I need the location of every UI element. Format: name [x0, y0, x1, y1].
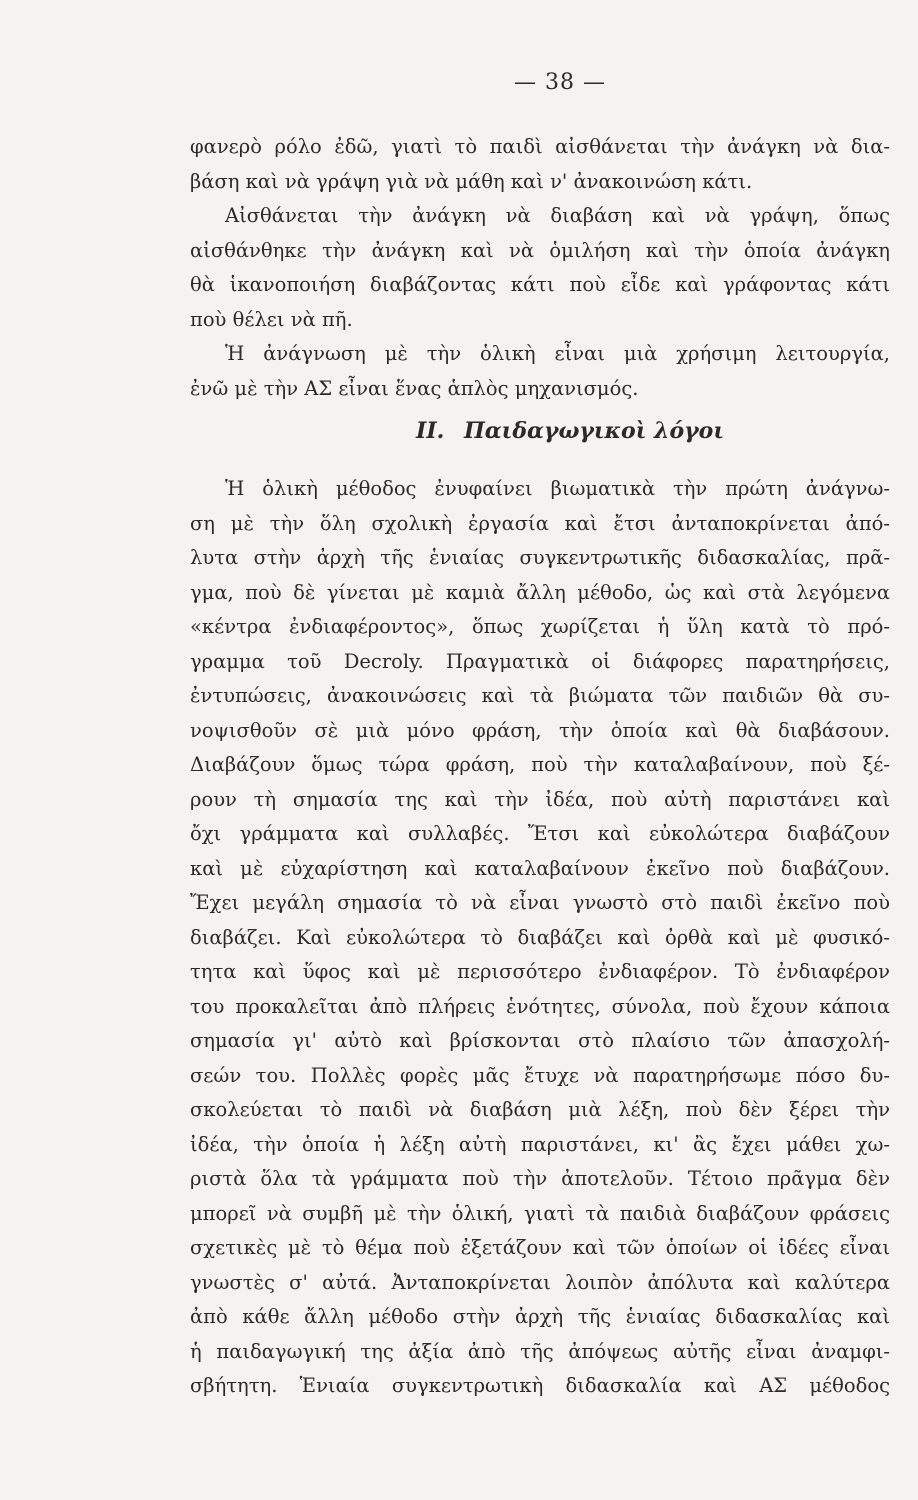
text-line: ἰδέα, τὴν ὁποία ἡ λέξη αὐτὴ παριστάνει, κι' ἂς ἔχει μάθει χω-: [190, 1132, 890, 1156]
text-line: μπορεῖ νὰ συμβῆ μὲ τὴν ὁλική, γιατὶ τὰ παιδιὰ διαβάζουν φράσεις: [190, 1201, 890, 1225]
text-line: του προκαλεῖται ἀπὸ πλήρεις ἑνότητες, σύνολα, ποὺ ἔχουν κάποια: [190, 994, 890, 1018]
text-line: σβήτητη. Ἑνιαία συγκεντρωτικὴ διδασκαλία καὶ ΑΣ μέθοδος: [190, 1374, 890, 1397]
section-title: Παιδαγωγικοὶ λόγοι: [463, 418, 724, 444]
text-line: γνωστὲς σ' αὐτά. Ἀνταποκρίνεται λοιπὸν ἀπόλυτα καὶ καλύτερα: [190, 1270, 890, 1294]
text-line: γμα, ποὺ δὲ γίνεται μὲ καμιὰ ἄλλη μέθοδο, ὡς καὶ στὰ λεγόμενα: [190, 580, 890, 604]
text-line: σεών του. Πολλὲς φορὲς μᾶς ἔτυχε νὰ παρατηρήσωμε πόσο δυ-: [190, 1063, 890, 1087]
text-line: ἐντυπώσεις, ἀνακοινώσεις καὶ τὰ βιώματα τῶν παιδιῶν θὰ συ-: [190, 684, 890, 707]
text-line: τητα καὶ ὕφος καὶ μὲ περισσότερο ἐνδιαφέρον. Τὸ ἐνδιαφέρον: [190, 960, 890, 983]
text-line: λυτα στὴν ἀρχὴ τῆς ἑνιαίας συγκεντρωτικῆς διδασκαλίας, πρᾶ-: [190, 546, 890, 569]
book-page: [190, 0, 890, 1500]
text-line: ὄχι γράμματα καὶ συλλαβές. Ἔτσι καὶ εὐκολώτερα διαβάζουν: [190, 822, 890, 845]
text-line: καὶ μὲ εὐχαρίστηση καὶ καταλαβαίνουν ἐκεῖνο ποὺ διαβάζουν.: [190, 856, 890, 880]
text-line: φανερὸ ρόλο ἐδῶ, γιατὶ τὸ παιδὶ αἰσθάνεται τὴν ἀνάγκη νὰ δια-: [190, 135, 890, 158]
section-heading: [190, 418, 890, 444]
text-line: ἀπὸ κάθε ἄλλη μέθοδο στὴν ἀρχὴ τῆς ἑνιαίας διδασκαλίας καὶ: [190, 1305, 890, 1328]
text-line: διαβάζει. Καὶ εὐκολώτερα τὸ διαβάζει καὶ ὀρθὰ καὶ μὲ φυσικό-: [190, 925, 890, 949]
body-paragraph: [190, 472, 890, 1404]
text-line: αἰσθάνθηκε τὴν ἀνάγκη καὶ νὰ ὁμιλήση καὶ τὴν ὁποία ἀνάγκη: [190, 238, 890, 262]
text-line: σκολεύεται τὸ παιδὶ νὰ διαβάση μιὰ λέξη, ποὺ δὲν ξέρει τὴν: [190, 1098, 890, 1121]
text-line: ριστὰ ὅλα τὰ γράμματα ποὺ τὴν ἀποτελοῦν. Τέτοιο πρᾶγμα δὲν: [190, 1167, 890, 1190]
text-line: ση μὲ τὴν ὅλη σχολικὴ ἐργασία καὶ ἔτσι ἀνταποκρίνεται ἀπό-: [190, 511, 890, 535]
text-line: Ἡ ἀνάγνωση μὲ τὴν ὁλικὴ εἶναι μιὰ χρήσιμη λειτουργία,: [225, 342, 890, 365]
text-line: θὰ ἱκανοποιήση διαβάζοντας κάτι ποὺ εἶδε καὶ γράφοντας κάτι: [190, 273, 890, 296]
page-number: — 38 —: [514, 70, 606, 95]
text-line: ἐνῶ μὲ τὴν ΑΣ εἶναι ἕνας ἁπλὸς μηχανισμός.: [190, 376, 639, 400]
intro-paragraphs: [190, 130, 890, 406]
text-line: σχετικὲς μὲ τὸ θέμα ποὺ ἐξετάζουν καὶ τῶν ὁποίων οἱ ἰδέες εἶναι: [190, 1236, 890, 1259]
text-line: ρουν τὴ σημασία της καὶ τὴν ἰδέα, ποὺ αὐτὴ παριστάνει καὶ: [190, 787, 890, 811]
text-line: Διαβάζουν ὅμως τώρα φράση, ποὺ τὴν καταλαβαίνουν, ποὺ ξέ-: [190, 753, 890, 776]
text-line: Ἡ ὁλικὴ μέθοδος ἐνυφαίνει βιωματικὰ τὴν πρώτη ἀνάγνω-: [225, 477, 890, 500]
text-line: Αἰσθάνεται τὴν ἀνάγκη νὰ διαβάση καὶ νὰ γράψη, ὅπως: [225, 204, 890, 227]
text-line: ποὺ θέλει νὰ πῆ.: [190, 307, 353, 331]
text-line: σημασία γι' αὐτὸ καὶ βρίσκονται στὸ πλαίσιο τῶν ἀπασχολή-: [190, 1029, 890, 1052]
text-line: ἡ παιδαγωγική της ἀξία ἀπὸ τῆς ἀπόψεως αὐτῆς εἶναι ἀναμφι-: [190, 1339, 890, 1363]
section-number: ΙΙ.: [416, 418, 445, 444]
text-line: γραμμα τοῦ Decroly. Πραγματικὰ οἱ διάφορες παρατηρήσεις,: [190, 649, 890, 673]
text-line: βάση καὶ νὰ γράψη γιὰ νὰ μάθη καὶ ν' ἀνακοινώση κάτι.: [190, 169, 753, 193]
text-line: νοψισθοῦν σὲ μιὰ μόνο φράση, τὴν ὁποία καὶ θὰ διαβάσουν.: [190, 718, 890, 742]
text-line: Ἔχει μεγάλη σημασία τὸ νὰ εἶναι γνωστὸ στὸ παιδὶ ἐκεῖνο ποὺ: [190, 891, 890, 914]
text-line: «κέντρα ἐνδιαφέροντος», ὅπως χωρίζεται ἡ ὕλη κατὰ τὸ πρό-: [190, 615, 890, 638]
